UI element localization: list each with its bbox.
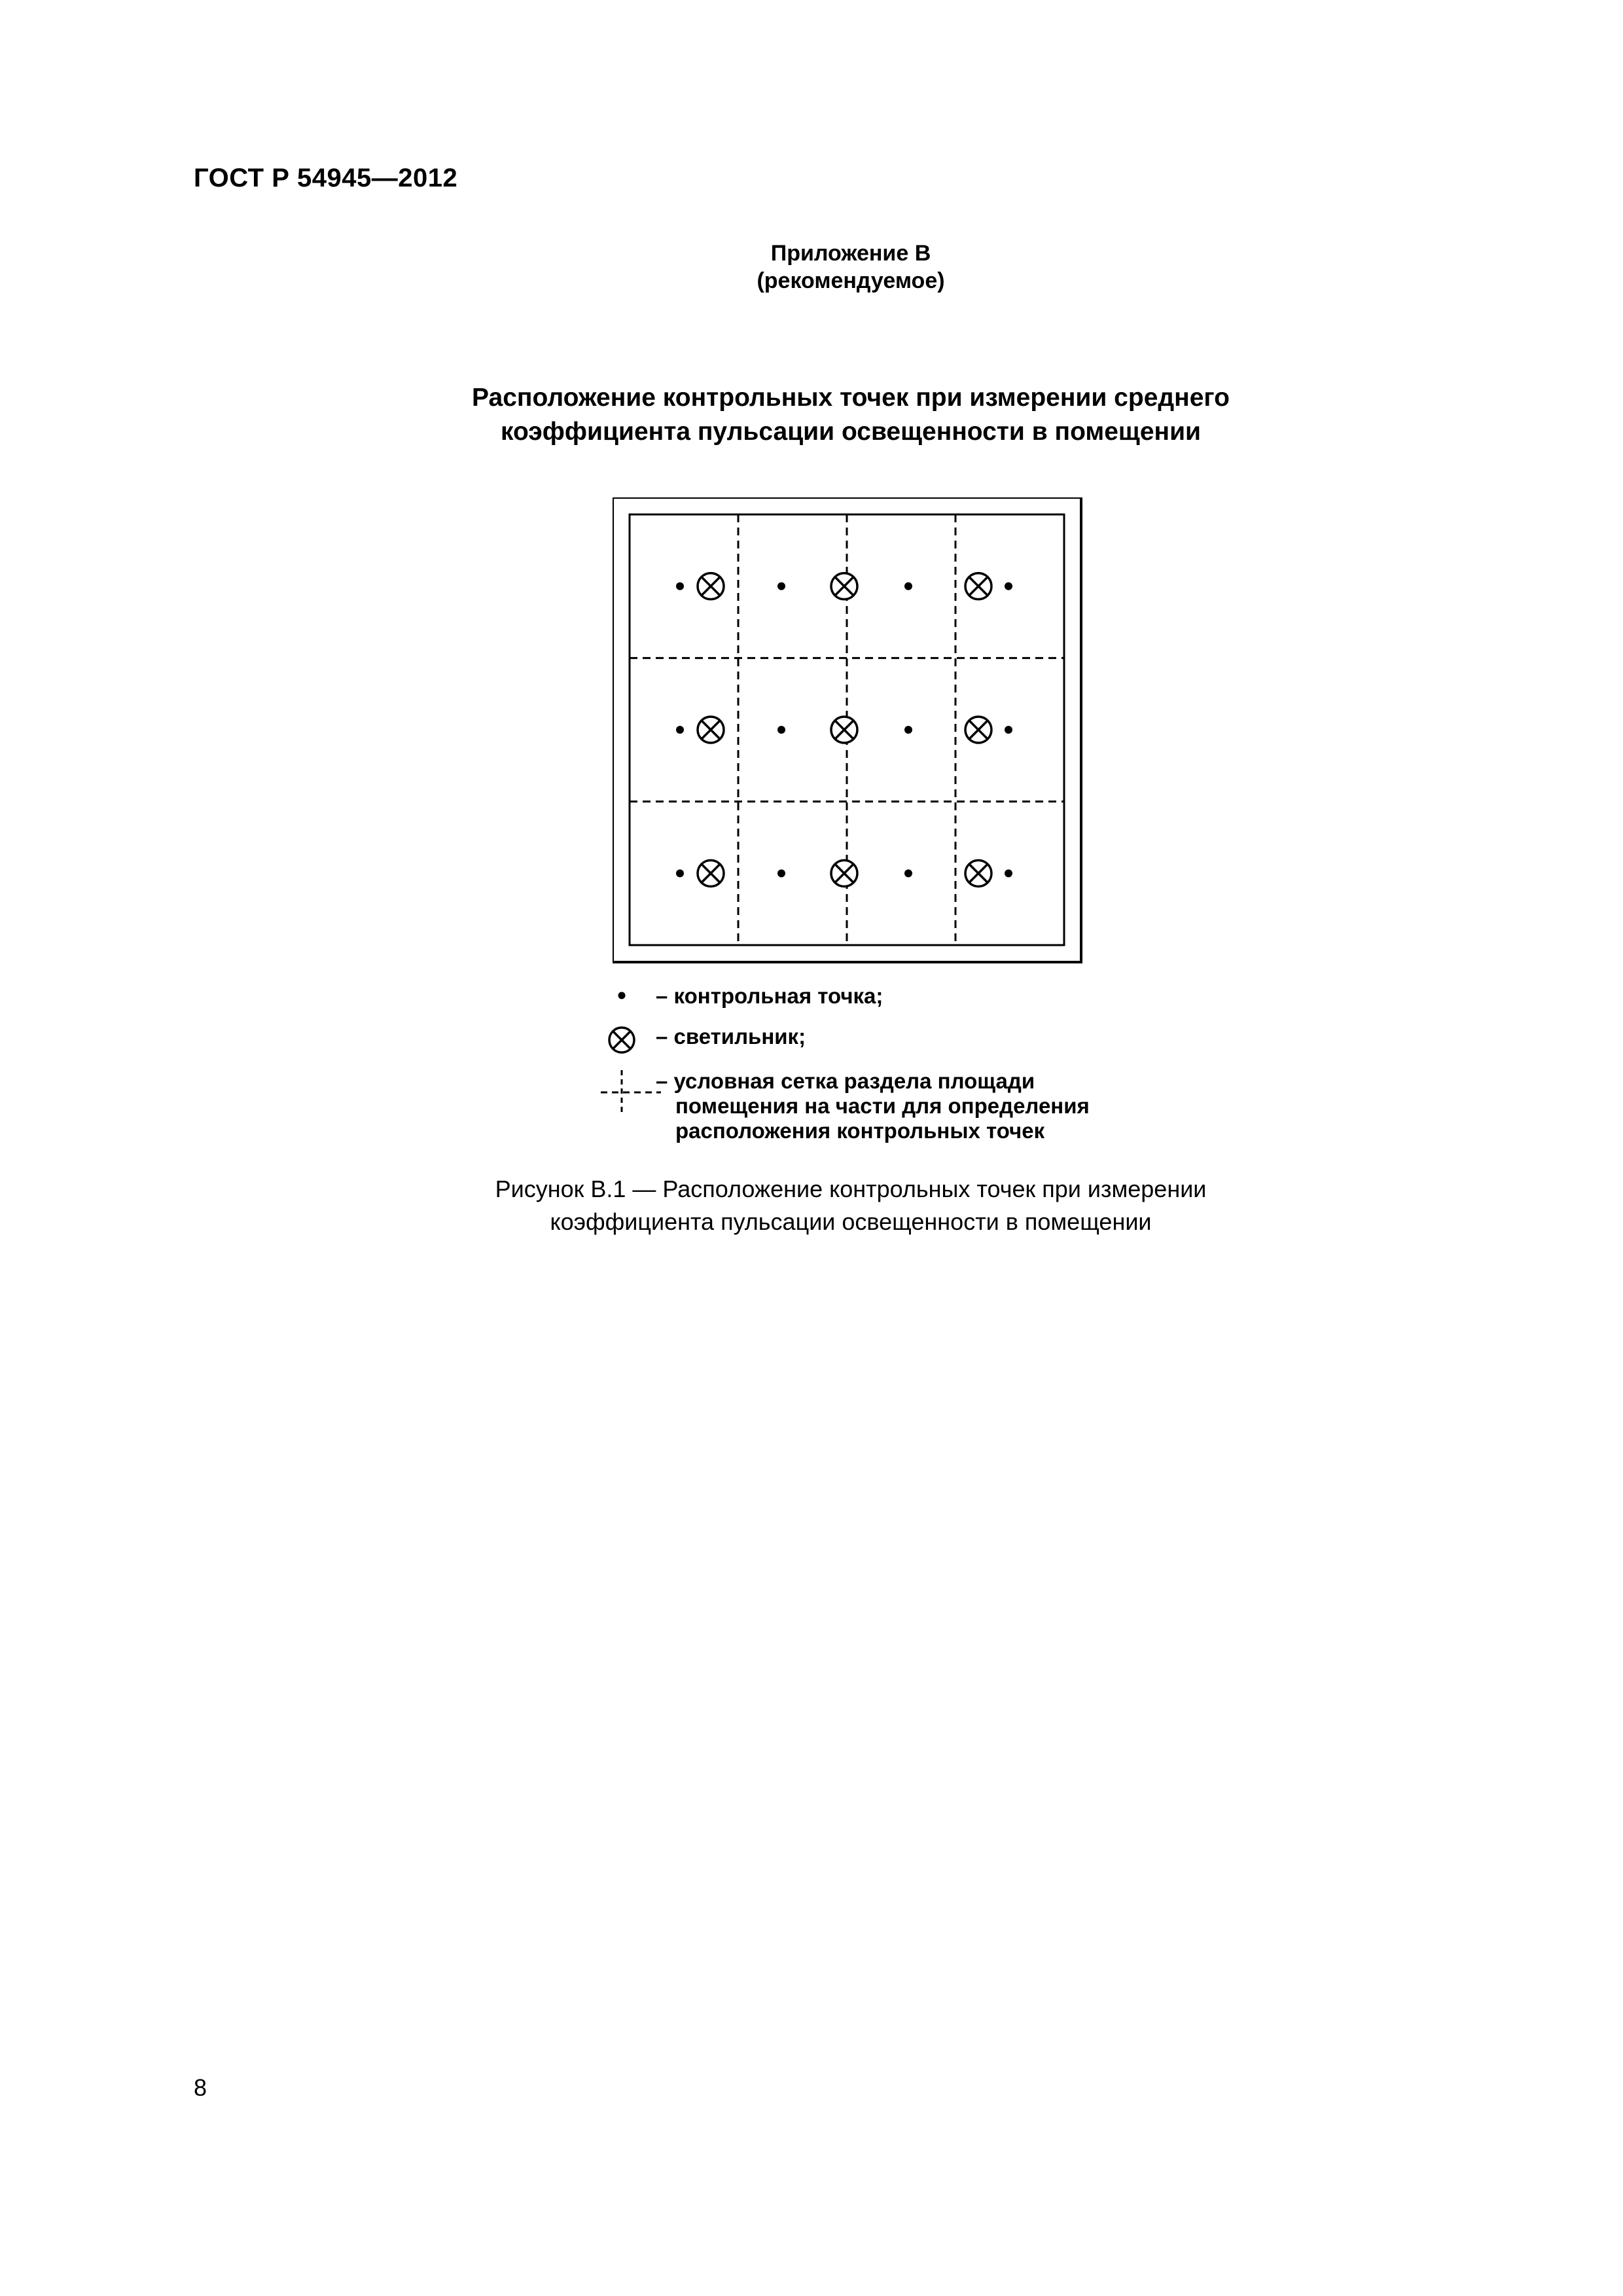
luminaire-icon <box>831 717 857 743</box>
figure-caption-line-1: Рисунок В.1 — Расположение контрольных точек при измерении <box>495 1175 1207 1202</box>
control-point <box>777 583 785 590</box>
legend-grid-icon <box>601 1070 661 1113</box>
luminaire-icon <box>698 717 724 743</box>
page-number: 8 <box>194 2074 207 2101</box>
legend-grid-text-2: помещения на части для определения <box>675 1094 1090 1118</box>
luminaire-icon <box>965 717 991 743</box>
annex-status: (рекомендуемое) <box>757 268 945 293</box>
section-title-line-1: Расположение контрольных точек при измерении среднего <box>472 384 1230 412</box>
control-point <box>777 869 785 877</box>
room-plan-figure <box>613 497 1094 969</box>
legend-luminaire-icon <box>609 1028 634 1052</box>
annex-title: Приложение В <box>770 241 931 266</box>
control-point <box>676 726 684 734</box>
legend-control-point-icon <box>618 992 626 999</box>
control-point <box>904 869 912 877</box>
control-point <box>904 726 912 734</box>
control-point <box>1005 869 1012 877</box>
figure-symbols <box>676 573 1012 887</box>
legend-grid-text-1: – условная сетка раздела площади <box>656 1069 1035 1093</box>
document-code: ГОСТ Р 54945—2012 <box>194 164 458 192</box>
control-point <box>904 583 912 590</box>
section-title-line-2: коэффициента пульсации освещенности в помещении <box>500 418 1202 446</box>
control-point <box>1005 583 1012 590</box>
control-point <box>676 583 684 590</box>
control-point <box>1005 726 1012 734</box>
control-point <box>676 869 684 877</box>
figure-caption-line-2: коэффициента пульсации освещенности в помещении <box>550 1208 1152 1235</box>
luminaire-icon <box>831 573 857 600</box>
legend-luminaire-text: – светильник; <box>656 1024 806 1049</box>
luminaire-icon <box>698 573 724 600</box>
control-point <box>777 726 785 734</box>
luminaire-icon <box>965 573 991 600</box>
luminaire-icon <box>698 860 724 886</box>
legend-grid-text-3: расположения контрольных точек <box>675 1119 1045 1143</box>
legend-control-point-text: – контрольная точка; <box>656 984 883 1008</box>
luminaire-icon <box>831 860 857 886</box>
luminaire-icon <box>965 860 991 886</box>
